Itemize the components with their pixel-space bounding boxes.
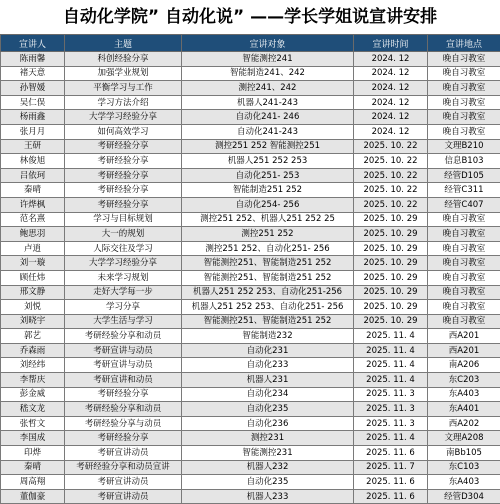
speaker-cell: 秦晴 [1, 183, 65, 198]
topic-cell: 大学学习经验分享 [65, 110, 182, 125]
table-row [1, 387, 500, 402]
audience-cell: 智能测控251、智能制造251 252 [182, 314, 354, 329]
topic-cell: 学习分享 [65, 300, 182, 315]
speaker-cell: 杨雨鑫 [1, 110, 65, 125]
topic-cell: 考研宣讲动员 [65, 489, 182, 504]
audience-cell: 智能制造232 [182, 329, 354, 344]
location-cell: 西A201 [428, 329, 500, 344]
table-row [1, 52, 500, 67]
location-cell: 东C203 [428, 373, 500, 388]
time-cell: 2025. 10. 22 [354, 168, 428, 183]
table-row [1, 475, 500, 490]
topic-cell: 学习方法介绍 [65, 95, 182, 110]
location-cell: 晚自习教室 [428, 270, 500, 285]
topic-cell: 走好大学每一步 [65, 285, 182, 300]
location-cell: 晚自习教室 [428, 256, 500, 271]
table-row [1, 431, 500, 446]
table-row [1, 212, 500, 227]
audience-cell: 自动化235 [182, 402, 354, 417]
time-cell: 2025. 11. 3 [354, 387, 428, 402]
speaker-cell: 孙智媛 [1, 81, 65, 96]
time-cell: 2025. 11. 4 [354, 343, 428, 358]
header-location: 宣讲地点 [428, 35, 500, 52]
topic-cell: 大学学习经验分享 [65, 256, 182, 271]
topic-cell: 考研经验分享 [65, 139, 182, 154]
topic-cell: 考研经验分享和动员 [65, 402, 182, 417]
table-row [1, 197, 500, 212]
time-cell: 2025. 10. 22 [354, 183, 428, 198]
speaker-cell: 刘晓宇 [1, 314, 65, 329]
audience-cell: 测控251 252 智能测控251 [182, 139, 354, 154]
speaker-cell: 嵇文龙 [1, 402, 65, 417]
page-title: 自动化学院” 自动化说” ——学长学姐说宣讲安排 [0, 0, 500, 34]
header-audience: 宣讲对象 [182, 35, 354, 52]
time-cell: 2025. 10. 29 [354, 256, 428, 271]
audience-cell: 自动化241-243 [182, 124, 354, 139]
time-cell: 2024. 12 [354, 52, 428, 67]
header-speaker: 宣讲人 [1, 35, 65, 52]
speaker-cell: 邢文静 [1, 285, 65, 300]
time-cell: 2025. 10. 29 [354, 314, 428, 329]
table-row [1, 124, 500, 139]
table-row [1, 460, 500, 475]
audience-cell: 测控251 252、机器人251 252 25 [182, 212, 354, 227]
topic-cell: 考研宣讲与动员 [65, 358, 182, 373]
time-cell: 2024. 12 [354, 81, 428, 96]
speaker-cell: 顾任炜 [1, 270, 65, 285]
location-cell: 晚自习教室 [428, 241, 500, 256]
location-cell: 东A403 [428, 475, 500, 490]
audience-cell: 智能测控231 [182, 446, 354, 461]
location-cell: 东C103 [428, 460, 500, 475]
location-cell: 南A206 [428, 358, 500, 373]
speaker-cell: 秦晴 [1, 460, 65, 475]
audience-cell: 自动化254- 256 [182, 197, 354, 212]
time-cell: 2025. 11. 4 [354, 431, 428, 446]
time-cell: 2025. 10. 29 [354, 270, 428, 285]
table-row [1, 110, 500, 125]
time-cell: 2025. 10. 29 [354, 300, 428, 315]
time-cell: 2025. 10. 22 [354, 197, 428, 212]
location-cell: 文理A208 [428, 431, 500, 446]
table-row [1, 256, 500, 271]
table-header-row [1, 35, 500, 52]
speaker-cell: 王研 [1, 139, 65, 154]
location-cell: 东A401 [428, 402, 500, 417]
time-cell: 2024. 12 [354, 66, 428, 81]
audience-cell: 机器人231 [182, 373, 354, 388]
table-row [1, 314, 500, 329]
location-cell: 文理B210 [428, 139, 500, 154]
location-cell: 晚自习教室 [428, 95, 500, 110]
speaker-cell: 周高翔 [1, 475, 65, 490]
table-row [1, 329, 500, 344]
schedule-table [0, 34, 500, 504]
table-row [1, 373, 500, 388]
time-cell: 2025. 10. 29 [354, 285, 428, 300]
table-row [1, 241, 500, 256]
location-cell: 晚自习教室 [428, 300, 500, 315]
speaker-cell: 范名熹 [1, 212, 65, 227]
audience-cell: 机器人251 252 253、自动化251-256 [182, 285, 354, 300]
speaker-cell: 张哲文 [1, 416, 65, 431]
table-body [1, 52, 500, 504]
speaker-cell: 卢逍 [1, 241, 65, 256]
time-cell: 2025. 11. 7 [354, 460, 428, 475]
topic-cell: 考研宣讲动员 [65, 475, 182, 490]
table-row [1, 402, 500, 417]
location-cell: 晚自习教室 [428, 81, 500, 96]
topic-cell: 考研经验分享 [65, 168, 182, 183]
location-cell: 晚自习教室 [428, 227, 500, 242]
time-cell: 2025. 11. 4 [354, 358, 428, 373]
table-row [1, 416, 500, 431]
table-row [1, 343, 500, 358]
audience-cell: 智能测控241 [182, 52, 354, 67]
audience-cell: 自动化231 [182, 343, 354, 358]
table-row [1, 270, 500, 285]
table-row [1, 139, 500, 154]
audience-cell: 自动化234 [182, 387, 354, 402]
speaker-cell: 张月月 [1, 124, 65, 139]
speaker-cell: 吕依珂 [1, 168, 65, 183]
audience-cell: 自动化251- 253 [182, 168, 354, 183]
speaker-cell: 许烨枫 [1, 197, 65, 212]
audience-cell: 自动化241- 246 [182, 110, 354, 125]
audience-cell: 智能测控251、智能制造251 252 [182, 270, 354, 285]
location-cell: 西A201 [428, 343, 500, 358]
table-row [1, 66, 500, 81]
speaker-cell: 董伽豪 [1, 489, 65, 504]
location-cell: 晚自习教室 [428, 66, 500, 81]
location-cell: 经管C311 [428, 183, 500, 198]
time-cell: 2025. 10. 22 [354, 139, 428, 154]
location-cell: 西A202 [428, 416, 500, 431]
table-row [1, 446, 500, 461]
speaker-cell: 刘悦 [1, 300, 65, 315]
table-row [1, 227, 500, 242]
time-cell: 2025. 11. 6 [354, 489, 428, 504]
table-row [1, 285, 500, 300]
topic-cell: 平衡学习与工作 [65, 81, 182, 96]
time-cell: 2025. 11. 4 [354, 373, 428, 388]
speaker-cell: 鲍思羽 [1, 227, 65, 242]
table-row [1, 95, 500, 110]
table-row [1, 300, 500, 315]
location-cell: 南Bb105 [428, 446, 500, 461]
audience-cell: 机器人241-243 [182, 95, 354, 110]
topic-cell: 未来学习规划 [65, 270, 182, 285]
time-cell: 2025. 10. 29 [354, 212, 428, 227]
topic-cell: 考研经验分享 [65, 431, 182, 446]
location-cell: 晚自习教室 [428, 110, 500, 125]
audience-cell: 智能制造251 252 [182, 183, 354, 198]
table-row [1, 489, 500, 504]
speaker-cell: 吴仁俣 [1, 95, 65, 110]
location-cell: 信息B103 [428, 154, 500, 169]
header-topic: 主题 [65, 35, 182, 52]
location-cell: 晚自习教室 [428, 285, 500, 300]
topic-cell: 人际交往及学习 [65, 241, 182, 256]
topic-cell: 加强学业规划 [65, 66, 182, 81]
audience-cell: 机器人232 [182, 460, 354, 475]
audience-cell: 机器人251 252 253 [182, 154, 354, 169]
topic-cell: 大学生活与学习 [65, 314, 182, 329]
speaker-cell: 褚天意 [1, 66, 65, 81]
table-row [1, 183, 500, 198]
table-row [1, 154, 500, 169]
time-cell: 2024. 12 [354, 124, 428, 139]
speaker-cell: 刘一璇 [1, 256, 65, 271]
speaker-cell: 乔森雨 [1, 343, 65, 358]
location-cell: 晚自习教室 [428, 314, 500, 329]
location-cell: 东A403 [428, 387, 500, 402]
table-row [1, 358, 500, 373]
table-row [1, 168, 500, 183]
audience-cell: 自动化233 [182, 358, 354, 373]
topic-cell: 考研经验分享 [65, 197, 182, 212]
topic-cell: 如何高效学习 [65, 124, 182, 139]
speaker-cell: 彭金威 [1, 387, 65, 402]
header-time: 宣讲时间 [354, 35, 428, 52]
time-cell: 2025. 11. 4 [354, 329, 428, 344]
audience-cell: 测控241、242 [182, 81, 354, 96]
location-cell: 经管C407 [428, 197, 500, 212]
audience-cell: 机器人251 252 253、自动化251- 256 [182, 300, 354, 315]
topic-cell: 科创经验分享 [65, 52, 182, 67]
audience-cell: 智能制造241、242 [182, 66, 354, 81]
audience-cell: 测控231 [182, 431, 354, 446]
speaker-cell: 李帮庆 [1, 373, 65, 388]
topic-cell: 考研宣讲与动员 [65, 343, 182, 358]
topic-cell: 考研经验分享 [65, 183, 182, 198]
time-cell: 2025. 10. 29 [354, 227, 428, 242]
topic-cell: 学习与目标规划 [65, 212, 182, 227]
time-cell: 2024. 12 [354, 95, 428, 110]
topic-cell: 考研经验分享与动员 [65, 416, 182, 431]
time-cell: 2025. 11. 3 [354, 416, 428, 431]
location-cell: 经管D304 [428, 489, 500, 504]
speaker-cell: 陈雨馨 [1, 52, 65, 67]
audience-cell: 机器人233 [182, 489, 354, 504]
audience-cell: 智能测控251、智能制造251 252 [182, 256, 354, 271]
audience-cell: 自动化235 [182, 475, 354, 490]
topic-cell: 考研宣讲和动员 [65, 373, 182, 388]
table-row [1, 81, 500, 96]
audience-cell: 测控251 252、自动化251- 256 [182, 241, 354, 256]
location-cell: 经管D105 [428, 168, 500, 183]
time-cell: 2024. 12 [354, 110, 428, 125]
time-cell: 2025. 10. 22 [354, 154, 428, 169]
time-cell: 2025. 11. 6 [354, 475, 428, 490]
topic-cell: 考研经验分享 [65, 387, 182, 402]
audience-cell: 测控251 252 [182, 227, 354, 242]
topic-cell: 考研经验分享和动员宣讲 [65, 460, 182, 475]
topic-cell: 考研经验分享 [65, 154, 182, 169]
topic-cell: 考研宣讲动员 [65, 446, 182, 461]
time-cell: 2025. 10. 29 [354, 241, 428, 256]
speaker-cell: 刘经纬 [1, 358, 65, 373]
audience-cell: 自动化236 [182, 416, 354, 431]
location-cell: 晚自习教室 [428, 52, 500, 67]
topic-cell: 大一的规划 [65, 227, 182, 242]
speaker-cell: 印烨 [1, 446, 65, 461]
speaker-cell: 林俊旭 [1, 154, 65, 169]
time-cell: 2025. 11. 3 [354, 402, 428, 417]
speaker-cell: 郭艺 [1, 329, 65, 344]
speaker-cell: 李国成 [1, 431, 65, 446]
topic-cell: 考研经验分享和动员 [65, 329, 182, 344]
location-cell: 晚自习教室 [428, 212, 500, 227]
time-cell: 2025. 11. 6 [354, 446, 428, 461]
location-cell: 晚自习教室 [428, 124, 500, 139]
